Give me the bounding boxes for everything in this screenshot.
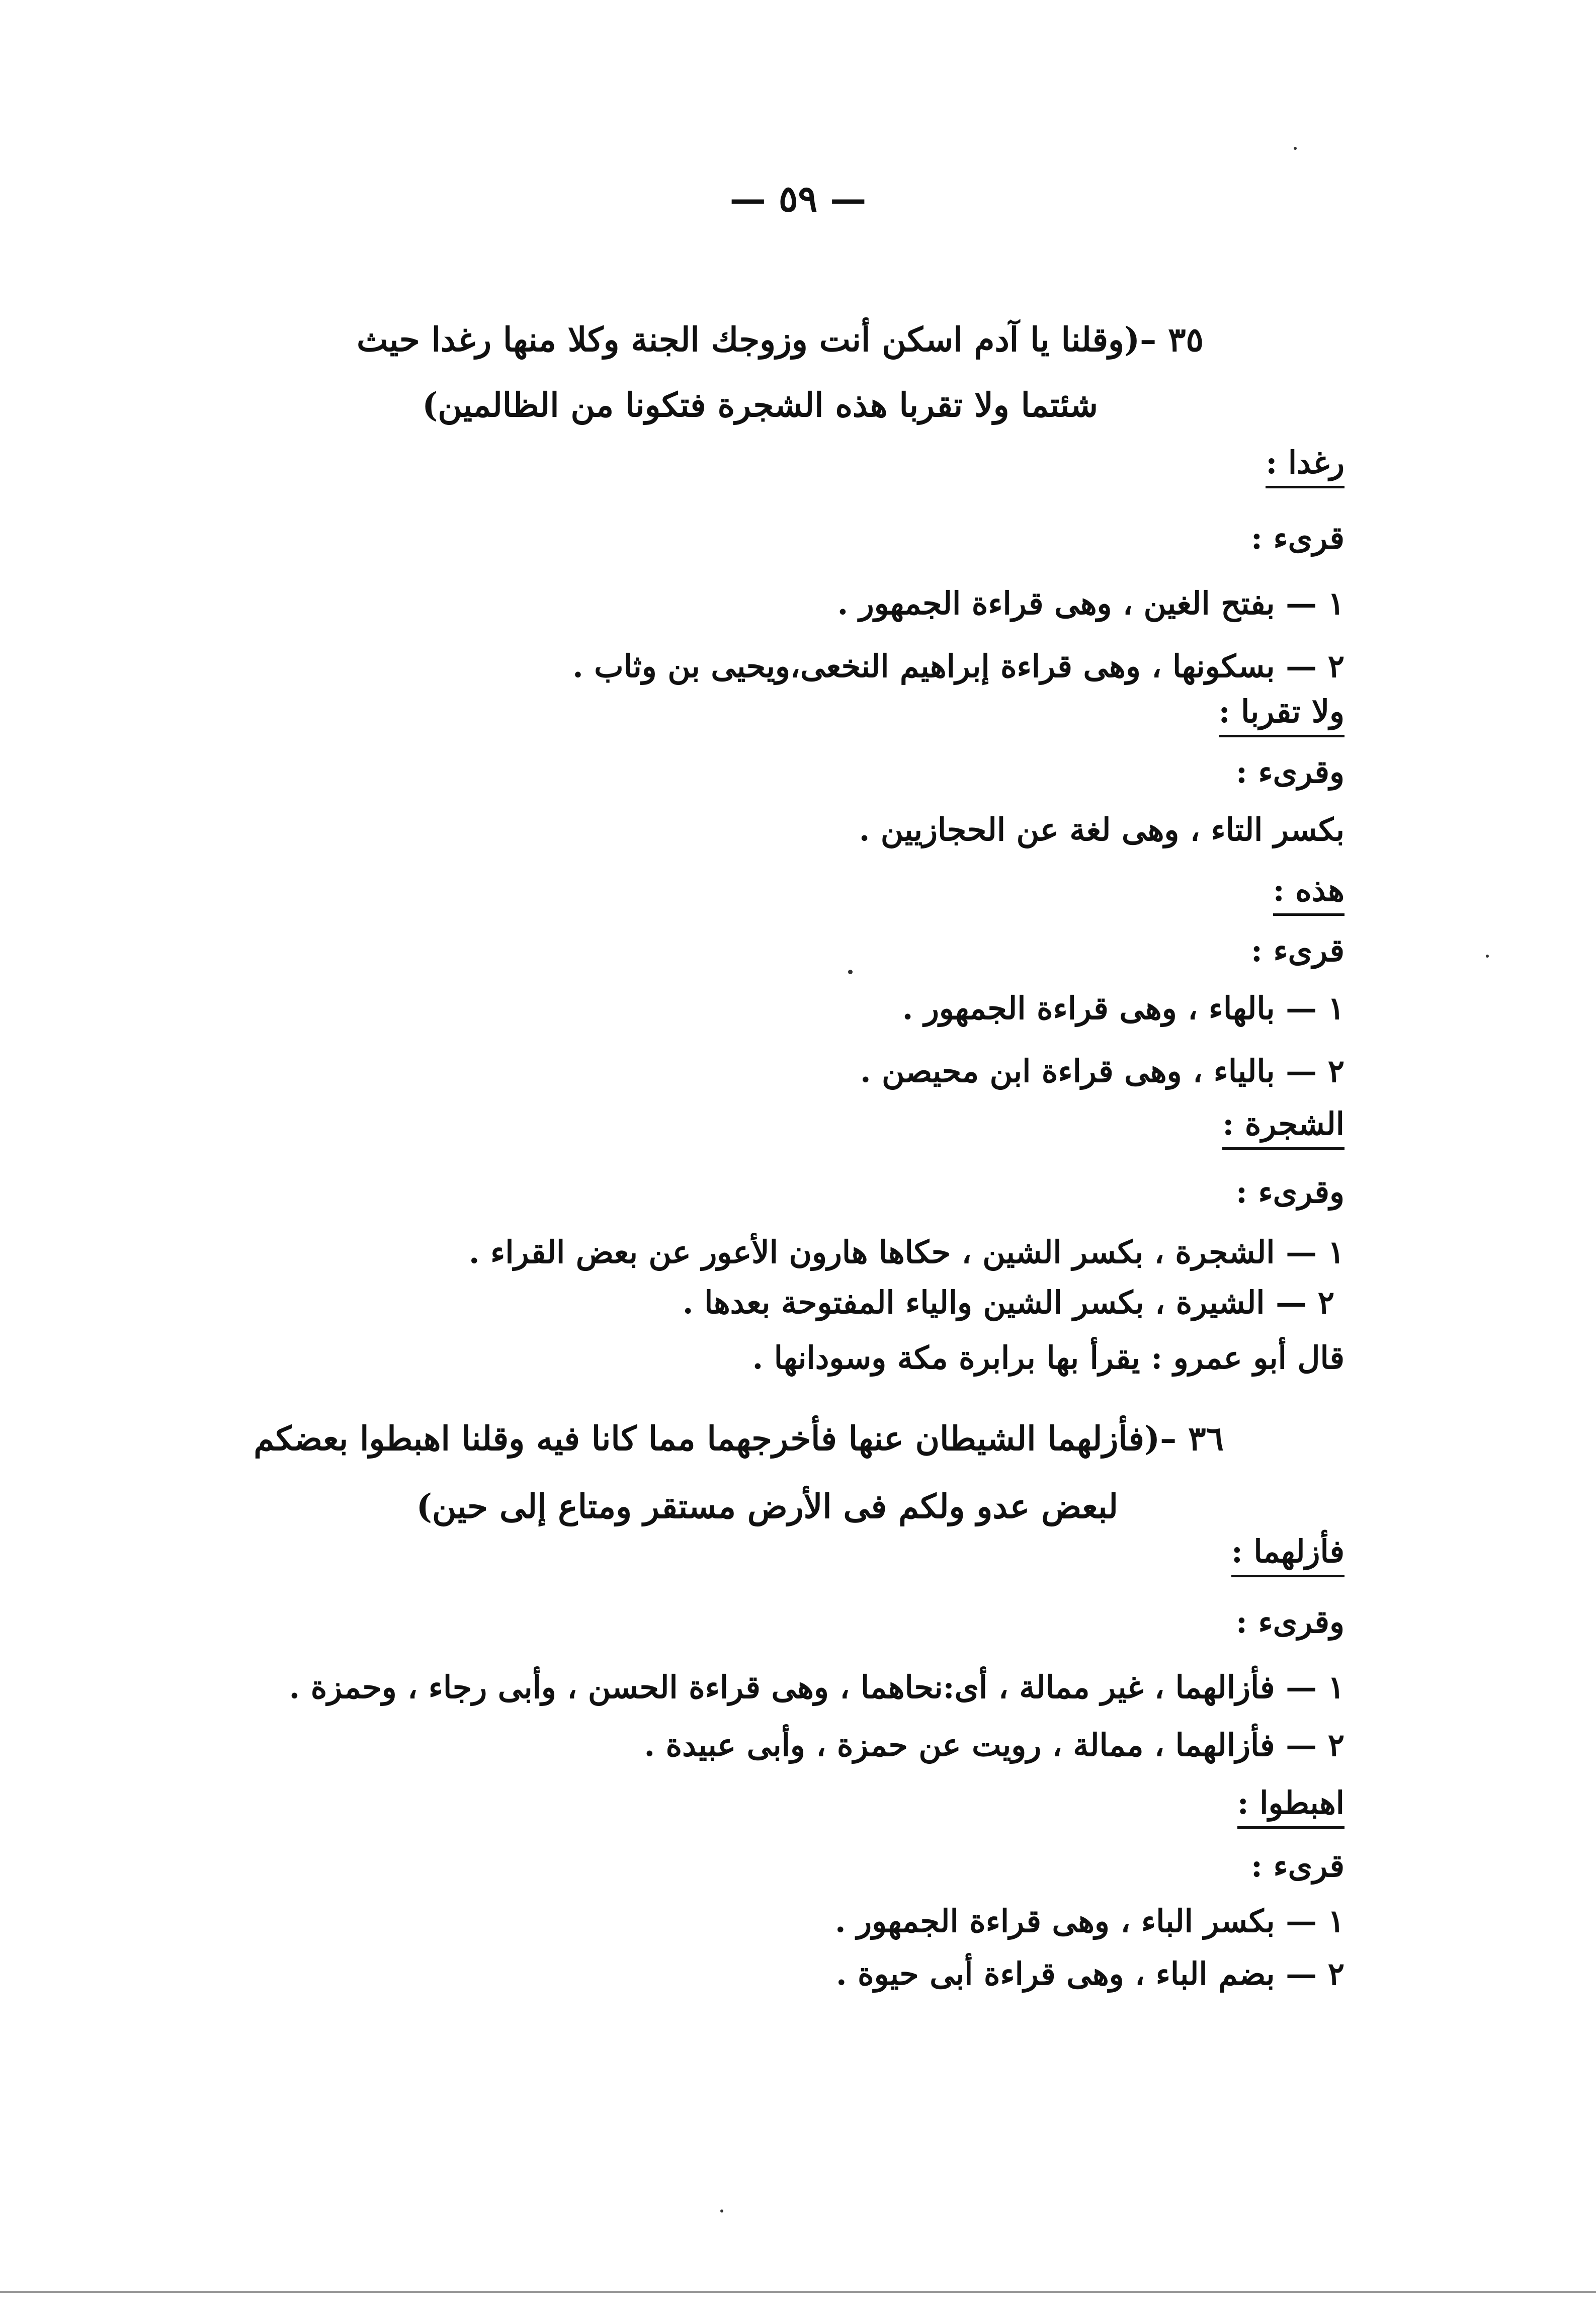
scan-speck: [848, 970, 853, 974]
reading-shajara-note: قال أبو عمرو : يقرأ بها برابرة مكة وسودانها .: [752, 1339, 1345, 1376]
reading-shajara-1: ١ — الشجرة ، بكسر الشين ، حكاها هارون الأعور عن بعض القراء .: [469, 1234, 1345, 1270]
scan-speck: [720, 2209, 723, 2213]
qara-label-ihbitu: قرىء :: [1251, 1847, 1345, 1884]
qara-label-la-taqraba: وقرىء :: [1236, 753, 1345, 790]
reading-azallahuma-2: ٢ — فأزالهما ، ممالة ، رويت عن حمزة ، وأبى عبيدة .: [644, 1727, 1345, 1763]
scan-speck: [1486, 955, 1489, 958]
reading-shajara-2: ٢ — الشيرة ، بكسر الشين والياء المفتوحة بعدها .: [682, 1284, 1334, 1321]
reading-hadhihi-1: ١ — بالهاء ، وهى قراءة الجمهور .: [902, 990, 1345, 1027]
heading-azallahuma: فأزلهما :: [1231, 1532, 1345, 1577]
reading-azallahuma-1: ١ — فأزالهما ، غير ممالة ، أى:نحاهما ، وهى قراءة الحسن ، وأبى رجاء ، وحمزة .: [289, 1669, 1345, 1706]
qara-label-hadhihi: قرىء :: [1251, 932, 1345, 969]
scan-speck: [1294, 147, 1297, 150]
reading-ihbitu-1: ١ — بكسر الباء ، وهى قراءة الجمهور .: [834, 1903, 1345, 1939]
heading-la-taqraba: ولا تقربا :: [1219, 692, 1345, 737]
heading-ihbitu: اهبطوا :: [1237, 1783, 1345, 1829]
qara-label-shajara: وقرىء :: [1236, 1173, 1345, 1210]
reading-raghadan-1: ١ — بفتح الغين ، وهى قراءة الجمهور .: [837, 585, 1345, 622]
verse-35-line-1: ٣٥ –(وقلنا يا آدم اسكن أنت وزوجك الجنة وكلا منها رغدا حيث: [357, 320, 1204, 359]
reading-hadhihi-2: ٢ — بالياء ، وهى قراءة ابن محيصن .: [860, 1053, 1345, 1089]
heading-raghadan: رغدا :: [1266, 443, 1345, 488]
reading-raghadan-2: ٢ — بسكونها ، وهى قراءة إبراهيم النخعى،ويحيى بن وثاب .: [572, 648, 1345, 685]
reading-ihbitu-2: ٢ — بضم الباء ، وهى قراءة أبى حيوة .: [835, 1955, 1345, 1992]
verse-36-line-2: لبعض عدو ولكم فى الأرض مستقر ومتاع إلى حين): [416, 1487, 1118, 1526]
qara-label-raghadan: قرىء :: [1251, 520, 1345, 556]
qara-label-azallahuma: وقرىء :: [1236, 1603, 1345, 1640]
bottom-border: [0, 2291, 1596, 2293]
verse-35-line-2: شئتما ولا تقربا هذه الشجرة فتكونا من الظالمين): [422, 385, 1098, 424]
reading-la-taqraba-1: بكسر التاء ، وهى لغة عن الحجازيين .: [859, 811, 1345, 848]
verse-36-line-1: ٣٦ –(فأزلهما الشيطان عنها فأخرجهما مما كانا فيه وقلنا اهبطوا بعضكم: [254, 1419, 1224, 1458]
heading-shajara: الشجرة :: [1222, 1104, 1345, 1150]
heading-hadhihi: هذه :: [1273, 870, 1345, 916]
page-number: — ٥٩ —: [729, 177, 867, 220]
